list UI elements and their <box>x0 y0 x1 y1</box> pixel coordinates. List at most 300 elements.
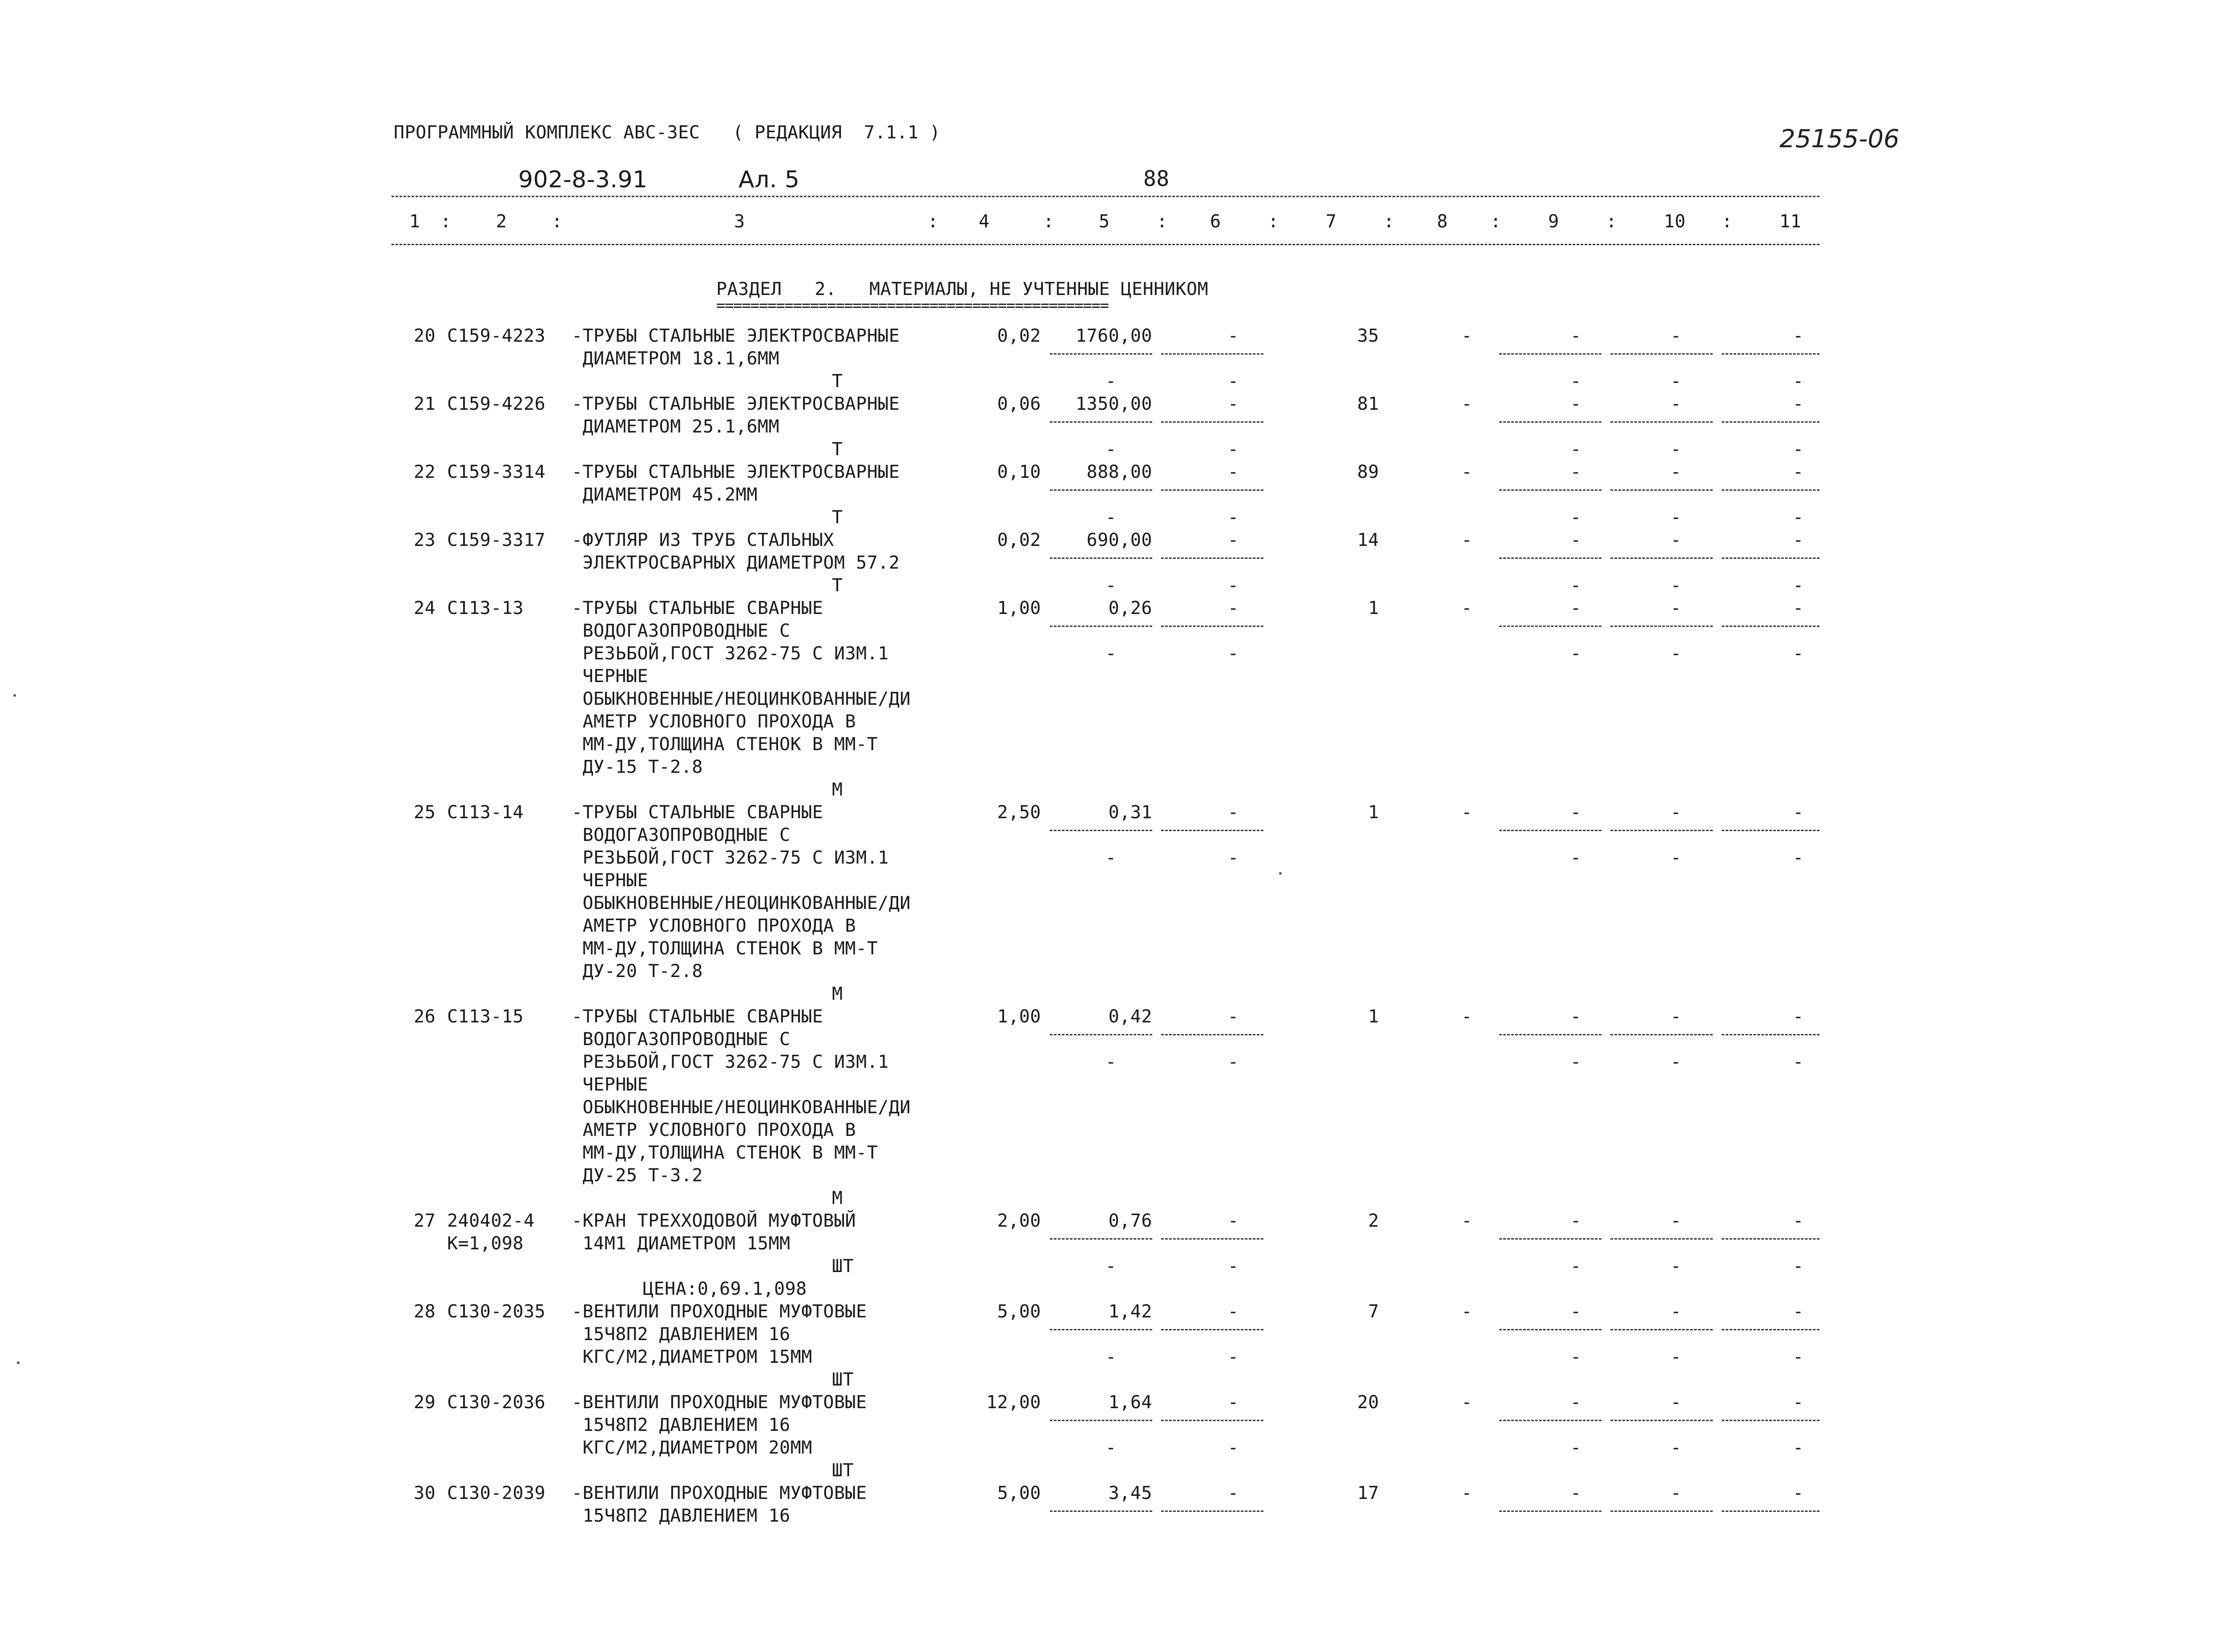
row-sub-col6: - <box>1228 1347 1239 1367</box>
row-sub-col9: - <box>1570 575 1582 596</box>
row-sub-col5: - <box>1105 848 1117 868</box>
row-col11: - <box>1793 530 1804 550</box>
row-col11: - <box>1793 598 1804 618</box>
row-sub-col5: - <box>1105 1052 1117 1072</box>
row-sum-rule <box>1050 1034 1152 1035</box>
row-sub-col10: - <box>1670 1052 1682 1072</box>
row-sum-rule <box>1499 557 1602 559</box>
row-sub-col5: - <box>1105 507 1117 528</box>
row-col9: - <box>1570 1211 1582 1231</box>
row-sum-rule <box>1610 830 1713 831</box>
row-sum-rule <box>1722 626 1820 627</box>
row-col11: - <box>1793 1211 1804 1231</box>
row-description-line: -ТРУБЫ СТАЛЬНЫЕ СВАРНЫЕ <box>572 1006 823 1027</box>
row-col8: - <box>1461 530 1473 550</box>
row-col11: - <box>1793 462 1804 482</box>
row-sum-rule <box>1161 1034 1263 1035</box>
row-price: 0,42 <box>1108 1006 1152 1027</box>
row-description-line: ММ-ДУ,ТОЛЩИНА СТЕНОК В ММ-Т <box>572 938 878 959</box>
row-sum-rule <box>1050 830 1152 831</box>
row-price: 1760,00 <box>1075 326 1152 346</box>
row-quantity: 12,00 <box>986 1392 1041 1413</box>
row-col6: - <box>1228 394 1239 414</box>
row-col10: - <box>1670 1006 1682 1027</box>
row-description-line: -КРАН ТРЕХХОДОВОЙ МУФТОВЫЙ <box>572 1211 856 1231</box>
row-sub-col5: - <box>1105 439 1117 460</box>
row-sum-rule <box>1499 1034 1602 1035</box>
row-col7: 7 <box>1368 1301 1379 1322</box>
row-sum-rule <box>1722 421 1820 423</box>
row-col7: 35 <box>1357 326 1379 346</box>
row-sub-col11: - <box>1793 1052 1804 1072</box>
row-description-line: -ТРУБЫ СТАЛЬНЫЕ СВАРНЫЕ <box>572 802 823 823</box>
column-number-10: 10 <box>1664 211 1686 232</box>
row-col10: - <box>1670 1483 1682 1503</box>
row-sub-col11: - <box>1793 371 1804 392</box>
row-col10: - <box>1670 1211 1682 1231</box>
row-code: С159-3317 <box>447 530 546 550</box>
document-code: 902-8-3.91 <box>518 166 648 193</box>
row-sub-col6: - <box>1228 439 1239 460</box>
row-description-line: ВОДОГАЗОПРОВОДНЫЕ С <box>572 1029 791 1050</box>
row-col9: - <box>1570 462 1582 482</box>
row-sum-rule <box>1722 1420 1820 1421</box>
row-sub-col5: - <box>1105 1256 1117 1276</box>
row-sum-rule <box>1722 1034 1820 1035</box>
row-number: 28 <box>414 1301 436 1322</box>
row-description-line: 14М1 ДИАМЕТРОМ 15ММ <box>572 1233 791 1254</box>
row-price: 888,00 <box>1086 462 1152 482</box>
row-col9: - <box>1570 1301 1582 1322</box>
row-sum-rule <box>1050 1420 1152 1421</box>
page-number: 88 <box>1143 166 1170 191</box>
row-sub-col6: - <box>1228 507 1239 528</box>
row-price: 0,31 <box>1108 802 1152 823</box>
row-quantity: 2,50 <box>997 802 1041 823</box>
row-sum-rule <box>1610 353 1713 355</box>
row-sum-rule <box>1050 626 1152 627</box>
column-separator: : <box>440 211 452 232</box>
row-description-line: ОБЫКНОВЕННЫЕ/НЕОЦИНКОВАННЫЕ/ДИ <box>572 689 911 709</box>
row-sum-rule <box>1722 1511 1820 1512</box>
row-number: 30 <box>414 1483 436 1503</box>
row-description-line: ОБЫКНОВЕННЫЕ/НЕОЦИНКОВАННЫЕ/ДИ <box>572 1097 911 1118</box>
row-unit: ШТ <box>832 1256 854 1276</box>
row-quantity: 0,10 <box>997 462 1041 482</box>
row-sum-rule <box>1161 626 1263 627</box>
row-unit: Т <box>832 575 843 596</box>
row-description-line: АМЕТР УСЛОВНОГО ПРОХОДА В <box>572 1120 856 1140</box>
row-sum-rule <box>1499 1238 1602 1240</box>
row-description-line: КГС/М2,ДИАМЕТРОМ 20ММ <box>572 1438 812 1458</box>
row-sub-col5: - <box>1105 575 1117 596</box>
row-description-line: ДУ-15 Т-2.8 <box>572 757 703 777</box>
row-col10: - <box>1670 598 1682 618</box>
row-description-line: ЧЕРНЫЕ <box>572 870 649 891</box>
row-description-line: АМЕТР УСЛОВНОГО ПРОХОДА В <box>572 916 856 936</box>
column-separator: : <box>1157 211 1168 232</box>
row-description-line: ДИАМЕТРОМ 25.1,6ММ <box>572 416 780 437</box>
row-sub-col11: - <box>1793 1256 1804 1276</box>
row-sum-rule <box>1050 1511 1152 1512</box>
row-col6: - <box>1228 1301 1239 1322</box>
row-col9: - <box>1570 1483 1582 1503</box>
section-title: РАЗДЕЛ 2. МАТЕРИАЛЫ, НЕ УЧТЕННЫЕ ЦЕННИКОМ <box>716 279 1209 299</box>
row-col7: 14 <box>1357 530 1379 550</box>
row-sum-rule <box>1050 1329 1152 1330</box>
row-unit: Т <box>832 507 843 528</box>
row-quantity: 0,02 <box>997 530 1041 550</box>
row-sum-rule <box>1610 489 1713 491</box>
row-sub-col10: - <box>1670 643 1682 664</box>
row-sum-rule <box>1499 830 1602 831</box>
column-number-8: 8 <box>1437 211 1448 232</box>
row-sub-col5: - <box>1105 1438 1117 1458</box>
row-code: С159-4226 <box>447 394 546 414</box>
row-description-line: ДИАМЕТРОМ 45.2ММ <box>572 485 758 505</box>
row-sub-col11: - <box>1793 1347 1804 1367</box>
column-number-5: 5 <box>1099 211 1110 232</box>
row-sub-col6: - <box>1228 1256 1239 1276</box>
row-sub-col9: - <box>1570 1256 1582 1276</box>
row-col10: - <box>1670 1392 1682 1413</box>
row-sub-col11: - <box>1793 575 1804 596</box>
row-number: 20 <box>414 326 436 346</box>
row-sub-col11: - <box>1793 643 1804 664</box>
row-col6: - <box>1228 530 1239 550</box>
row-col6: - <box>1228 1483 1239 1503</box>
column-separator: : <box>928 211 939 232</box>
row-col11: - <box>1793 1483 1804 1503</box>
row-price: 1,64 <box>1108 1392 1152 1413</box>
row-quantity: 0,06 <box>997 394 1041 414</box>
row-sum-rule <box>1161 830 1263 831</box>
row-price: 1,42 <box>1108 1301 1152 1322</box>
header-rule-bottom <box>391 244 1820 245</box>
row-price-note: ЦЕНА:0,69.1,098 <box>643 1279 807 1299</box>
row-col11: - <box>1793 1392 1804 1413</box>
row-col6: - <box>1228 1211 1239 1231</box>
row-col10: - <box>1670 802 1682 823</box>
row-unit: М <box>832 984 843 1004</box>
row-col8: - <box>1461 802 1473 823</box>
scan-speck <box>17 1361 20 1364</box>
row-col9: - <box>1570 326 1582 346</box>
row-col7: 1 <box>1368 802 1379 823</box>
row-sum-rule <box>1499 626 1602 627</box>
row-code: С130-2036 <box>447 1392 546 1413</box>
row-sub-col5: - <box>1105 371 1117 392</box>
row-sub-col9: - <box>1570 1347 1582 1367</box>
row-sum-rule <box>1050 353 1152 355</box>
row-sub-col11: - <box>1793 439 1804 460</box>
row-col8: - <box>1461 326 1473 346</box>
row-sub-col10: - <box>1670 848 1682 868</box>
column-separator: : <box>1722 211 1733 232</box>
row-sum-rule <box>1722 1329 1820 1330</box>
row-number: 27 <box>414 1211 436 1231</box>
row-sub-col9: - <box>1570 507 1582 528</box>
row-sub-col11: - <box>1793 1438 1804 1458</box>
row-quantity: 0,02 <box>997 326 1041 346</box>
row-col9: - <box>1570 394 1582 414</box>
row-col6: - <box>1228 802 1239 823</box>
row-sum-rule <box>1499 489 1602 491</box>
column-number-4: 4 <box>979 211 990 232</box>
row-col7: 1 <box>1368 1006 1379 1027</box>
row-col11: - <box>1793 1006 1804 1027</box>
row-sum-rule <box>1499 421 1602 423</box>
row-col7: 20 <box>1357 1392 1379 1413</box>
row-col8: - <box>1461 1006 1473 1027</box>
row-sub-col10: - <box>1670 371 1682 392</box>
row-sub-col9: - <box>1570 1052 1582 1072</box>
row-description-line: 15Ч8П2 ДАВЛЕНИЕМ 16 <box>572 1415 791 1435</box>
header-rule-top <box>391 196 1820 197</box>
row-number: 23 <box>414 530 436 550</box>
row-description-line: ММ-ДУ,ТОЛЩИНА СТЕНОК В ММ-Т <box>572 734 878 755</box>
row-code: С159-4223 <box>447 326 546 346</box>
column-number-9: 9 <box>1548 211 1559 232</box>
column-number-11: 11 <box>1779 211 1802 232</box>
row-sub-col5: - <box>1105 643 1117 664</box>
row-description-line: -ФУТЛЯР ИЗ ТРУБ СТАЛЬНЫХ <box>572 530 834 550</box>
row-sum-rule <box>1499 1329 1602 1330</box>
row-col11: - <box>1793 394 1804 414</box>
column-number-2: 2 <box>496 211 507 232</box>
scan-speck <box>13 694 16 697</box>
row-col9: - <box>1570 1006 1582 1027</box>
row-number: 26 <box>414 1006 436 1027</box>
row-col6: - <box>1228 1006 1239 1027</box>
column-separator: : <box>1384 211 1395 232</box>
row-sum-rule <box>1050 557 1152 559</box>
row-col10: - <box>1670 326 1682 346</box>
row-unit: ШТ <box>832 1460 854 1481</box>
row-quantity: 1,00 <box>997 1006 1041 1027</box>
row-sub-col10: - <box>1670 439 1682 460</box>
row-sum-rule <box>1499 1511 1602 1512</box>
row-description-line: -ТРУБЫ СТАЛЬНЫЕ СВАРНЫЕ <box>572 598 823 618</box>
row-sum-rule <box>1161 557 1263 559</box>
column-number-7: 7 <box>1326 211 1337 232</box>
row-sub-col10: - <box>1670 1256 1682 1276</box>
row-sum-rule <box>1161 353 1263 355</box>
row-description-line: РЕЗЬБОЙ,ГОСТ 3262-75 С ИЗМ.1 <box>572 1052 889 1072</box>
row-col11: - <box>1793 802 1804 823</box>
row-code: С113-14 <box>447 802 524 823</box>
row-sum-rule <box>1610 626 1713 627</box>
column-number-3: 3 <box>734 211 745 232</box>
row-sub-col11: - <box>1793 848 1804 868</box>
row-col7: 81 <box>1357 394 1379 414</box>
row-sub-col11: - <box>1793 507 1804 528</box>
row-description-line: -ВЕНТИЛИ ПРОХОДНЫЕ МУФТОВЫЕ <box>572 1301 867 1322</box>
row-sum-rule <box>1050 421 1152 423</box>
column-separator: : <box>1268 211 1279 232</box>
row-col10: - <box>1670 462 1682 482</box>
row-number: 24 <box>414 598 436 618</box>
row-sub-col6: - <box>1228 1052 1239 1072</box>
row-col6: - <box>1228 326 1239 346</box>
row-sum-rule <box>1610 1238 1713 1240</box>
row-number: 29 <box>414 1392 436 1413</box>
row-col8: - <box>1461 1211 1473 1231</box>
row-sum-rule <box>1161 489 1263 491</box>
column-separator: : <box>1606 211 1617 232</box>
row-sum-rule <box>1161 1238 1263 1240</box>
row-number: 25 <box>414 802 436 823</box>
row-quantity: 1,00 <box>997 598 1041 618</box>
row-col9: - <box>1570 802 1582 823</box>
row-code: С130-2039 <box>447 1483 546 1503</box>
row-sum-rule <box>1610 1034 1713 1035</box>
row-sub-col6: - <box>1228 1438 1239 1458</box>
column-separator: : <box>1043 211 1054 232</box>
row-sum-rule <box>1610 1329 1713 1330</box>
row-sum-rule <box>1722 557 1820 559</box>
row-description-line: ДУ-25 Т-3.2 <box>572 1165 703 1186</box>
row-price: 0,76 <box>1108 1211 1152 1231</box>
row-description-line: -ТРУБЫ СТАЛЬНЫЕ ЭЛЕКТРОСВАРНЫЕ <box>572 394 900 414</box>
row-code: С159-3314 <box>447 462 546 482</box>
row-description-line: ВОДОГАЗОПРОВОДНЫЕ С <box>572 621 791 641</box>
row-sum-rule <box>1722 489 1820 491</box>
row-unit: Т <box>832 371 843 392</box>
row-sum-rule <box>1610 557 1713 559</box>
row-col8: - <box>1461 1301 1473 1322</box>
row-col11: - <box>1793 1301 1804 1322</box>
row-sum-rule <box>1499 1420 1602 1421</box>
row-unit: М <box>832 780 843 800</box>
row-col8: - <box>1461 1392 1473 1413</box>
row-sub-col9: - <box>1570 371 1582 392</box>
row-col8: - <box>1461 1483 1473 1503</box>
row-code: С113-15 <box>447 1006 524 1027</box>
row-quantity: 5,00 <box>997 1483 1041 1503</box>
row-col9: - <box>1570 1392 1582 1413</box>
section-underline: ============================================== <box>716 297 1109 315</box>
row-col7: 17 <box>1357 1483 1379 1503</box>
row-description-line: ВОДОГАЗОПРОВОДНЫЕ С <box>572 825 791 845</box>
row-description-line: ЧЕРНЫЕ <box>572 1074 649 1095</box>
row-sum-rule <box>1610 1511 1713 1512</box>
row-sub-col6: - <box>1228 643 1239 664</box>
row-description-line: -ВЕНТИЛИ ПРОХОДНЫЕ МУФТОВЫЕ <box>572 1392 867 1413</box>
row-col10: - <box>1670 530 1682 550</box>
column-separator: : <box>552 211 563 232</box>
row-coefficient: К=1,098 <box>447 1233 524 1254</box>
row-col6: - <box>1228 1392 1239 1413</box>
row-price: 1350,00 <box>1075 394 1152 414</box>
row-description-line: КГС/М2,ДИАМЕТРОМ 15ММ <box>572 1347 812 1367</box>
row-sum-rule <box>1050 489 1152 491</box>
column-separator: : <box>1490 211 1501 232</box>
row-col7: 2 <box>1368 1211 1379 1231</box>
handwritten-stamp-number: 25155-06 <box>1779 125 1900 153</box>
row-code: С113-13 <box>447 598 524 618</box>
row-sub-col9: - <box>1570 1438 1582 1458</box>
row-price: 690,00 <box>1086 530 1152 550</box>
row-description-line: РЕЗЬБОЙ,ГОСТ 3262-75 С ИЗМ.1 <box>572 848 889 868</box>
row-sub-col5: - <box>1105 1347 1117 1367</box>
row-sub-col9: - <box>1570 848 1582 868</box>
row-description-line: ММ-ДУ,ТОЛЩИНА СТЕНОК В ММ-Т <box>572 1143 878 1163</box>
row-sum-rule <box>1499 353 1602 355</box>
row-sub-col10: - <box>1670 507 1682 528</box>
row-col6: - <box>1228 598 1239 618</box>
row-sum-rule <box>1161 421 1263 423</box>
row-sub-col9: - <box>1570 643 1582 664</box>
row-sub-col10: - <box>1670 1438 1682 1458</box>
row-sub-col10: - <box>1670 575 1682 596</box>
row-col10: - <box>1670 1301 1682 1322</box>
sheet-label: Ал. 5 <box>738 166 800 193</box>
row-col11: - <box>1793 326 1804 346</box>
row-sub-col6: - <box>1228 371 1239 392</box>
scan-speck <box>1279 872 1282 875</box>
row-description-line: АМЕТР УСЛОВНОГО ПРОХОДА В <box>572 711 856 732</box>
row-sum-rule <box>1722 353 1820 355</box>
row-description-line: ДИАМЕТРОМ 18.1,6ММ <box>572 348 780 369</box>
row-description-line: -ТРУБЫ СТАЛЬНЫЕ ЭЛЕКТРОСВАРНЫЕ <box>572 326 900 346</box>
row-description-line: ДУ-20 Т-2.8 <box>572 961 703 982</box>
row-description-line: -ВЕНТИЛИ ПРОХОДНЫЕ МУФТОВЫЕ <box>572 1483 867 1503</box>
row-unit: ШТ <box>832 1369 854 1390</box>
row-description-line: 15Ч8П2 ДАВЛЕНИЕМ 16 <box>572 1324 791 1345</box>
row-description-line: ЧЕРНЫЕ <box>572 666 649 687</box>
row-col7: 1 <box>1368 598 1379 618</box>
row-quantity: 2,00 <box>997 1211 1041 1231</box>
row-price: 3,45 <box>1108 1483 1152 1503</box>
row-description-line: РЕЗЬБОЙ,ГОСТ 3262-75 С ИЗМ.1 <box>572 643 889 664</box>
row-sum-rule <box>1161 1329 1263 1330</box>
row-description-line: 15Ч8П2 ДАВЛЕНИЕМ 16 <box>572 1506 791 1526</box>
row-number: 22 <box>414 462 436 482</box>
row-col10: - <box>1670 394 1682 414</box>
row-price: 0,26 <box>1108 598 1152 618</box>
row-col9: - <box>1570 598 1582 618</box>
row-sub-col9: - <box>1570 439 1582 460</box>
row-col8: - <box>1461 394 1473 414</box>
row-sum-rule <box>1050 1238 1152 1240</box>
row-unit: М <box>832 1188 843 1208</box>
row-col6: - <box>1228 462 1239 482</box>
row-code: С130-2035 <box>447 1301 546 1322</box>
row-sum-rule <box>1161 1420 1263 1421</box>
row-number: 21 <box>414 394 436 414</box>
column-number-1: 1 <box>409 211 420 232</box>
row-col8: - <box>1461 598 1473 618</box>
row-col7: 89 <box>1357 462 1379 482</box>
row-sum-rule <box>1161 1511 1263 1512</box>
row-sub-col10: - <box>1670 1347 1682 1367</box>
program-header: ПРОГРАММНЫЙ КОМПЛЕКС АВС-3ЕС ( РЕДАКЦИЯ 7.1.1 ) <box>394 122 941 143</box>
row-sum-rule <box>1610 421 1713 423</box>
row-sum-rule <box>1722 830 1820 831</box>
row-sum-rule <box>1722 1238 1820 1240</box>
row-col8: - <box>1461 462 1473 482</box>
row-sub-col6: - <box>1228 575 1239 596</box>
column-number-6: 6 <box>1210 211 1221 232</box>
row-description-line: -ТРУБЫ СТАЛЬНЫЕ ЭЛЕКТРОСВАРНЫЕ <box>572 462 900 482</box>
row-unit: Т <box>832 439 843 460</box>
row-col9: - <box>1570 530 1582 550</box>
row-quantity: 5,00 <box>997 1301 1041 1322</box>
row-description-line: ЭЛЕКТРОСВАРНЫХ ДИАМЕТРОМ 57.2 <box>572 553 900 573</box>
row-description-line: ОБЫКНОВЕННЫЕ/НЕОЦИНКОВАННЫЕ/ДИ <box>572 893 911 913</box>
row-code: 240402-4 <box>447 1211 535 1231</box>
